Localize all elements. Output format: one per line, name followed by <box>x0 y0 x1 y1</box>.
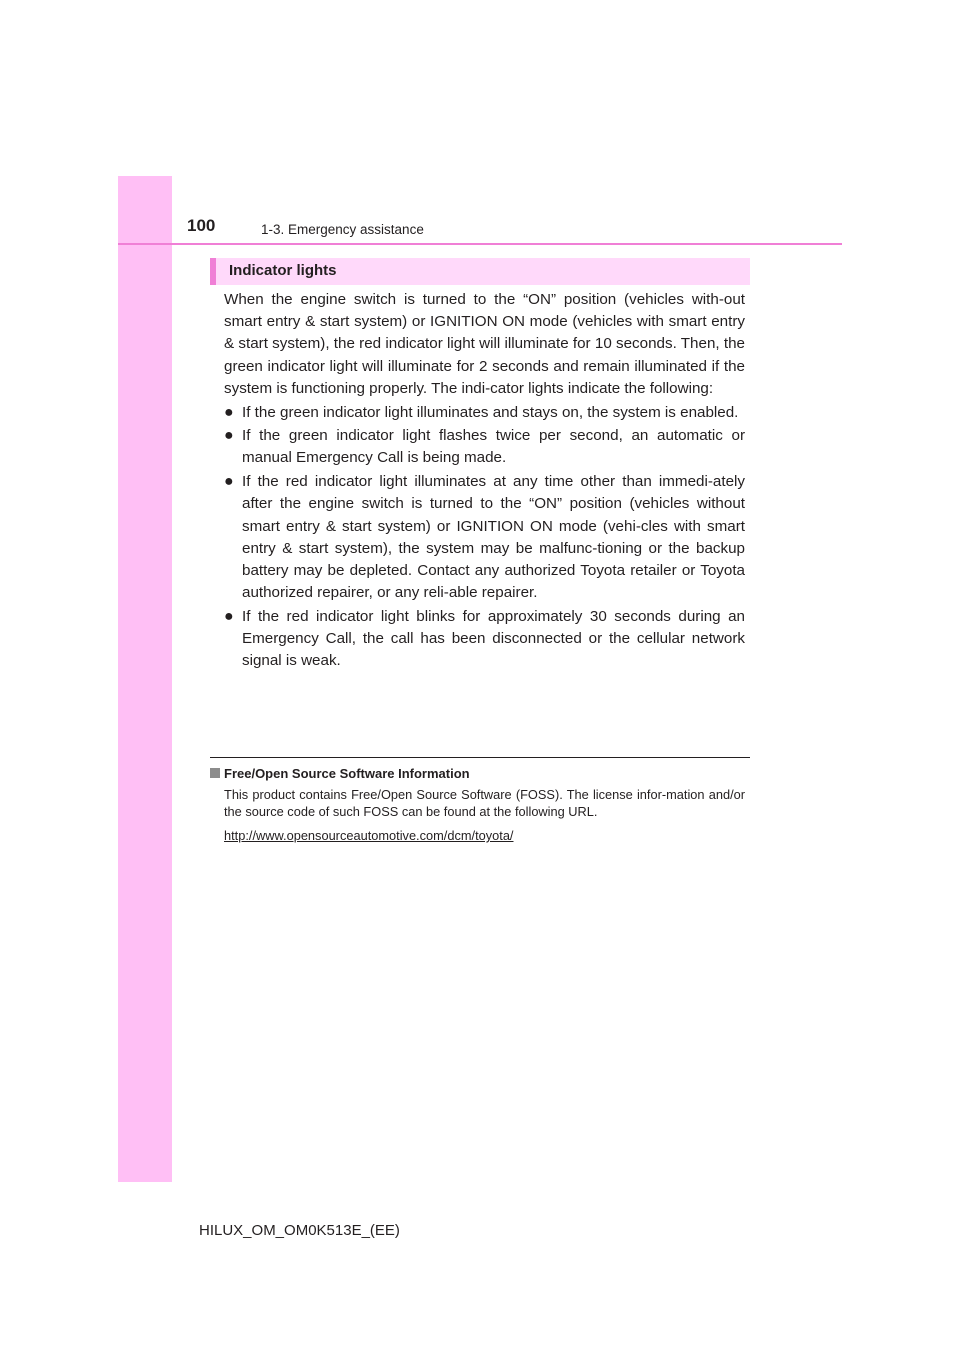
side-tab-band <box>118 176 172 1182</box>
footer-document-code: HILUX_OM_OM0K513E_(EE) <box>199 1222 400 1239</box>
list-item-text: If the green indicator light flashes twice per second, an automatic or manual Emergency Call is being made. <box>242 427 745 467</box>
list-item <box>224 402 745 424</box>
indicator-list <box>224 402 745 673</box>
section-heading-box <box>210 258 750 285</box>
square-bullet-icon <box>210 768 220 778</box>
list-item <box>224 425 745 469</box>
foss-note <box>210 765 745 845</box>
list-item <box>224 471 745 604</box>
header-divider <box>118 243 842 245</box>
foss-url-link[interactable]: http://www.opensourceautomotive.com/dcm/toyota/ <box>224 828 514 844</box>
list-item <box>224 606 745 673</box>
intro-paragraph: When the engine switch is turned to the “ON” position (vehicles with-out smart entry & start system) or IGNITION ON mode (vehicles with smart entry & start system), the red indicator light will illuminate for 10 seconds. Then, the green indicator light will illuminate for 2 seconds and remain illuminated if the system is functioning properly. The indi-cator lights indicate the following: <box>224 291 745 397</box>
note-title-row <box>210 765 745 782</box>
bullet-icon: ● <box>224 403 234 421</box>
section-heading: Indicator lights <box>229 262 337 279</box>
page-number: 100 <box>187 216 216 235</box>
main-content <box>224 289 745 672</box>
bullet-icon: ● <box>224 427 234 445</box>
note-title: Free/Open Source Software Information <box>224 766 470 781</box>
bullet-icon: ● <box>224 607 234 625</box>
note-divider <box>210 757 750 758</box>
list-item-text: If the red indicator light illuminates at any time other than immedi-ately after the engine switch is turned to the “ON” position (vehicles without smart entry & start system) or IGNITION ON mode (vehi-cles with smart entry & start system), the system may be malfunc-tioning or the backup battery may be depleted. Contact any authorized Toyota retailer or Toyota authorized repairer, or any reli-able repairer. <box>242 473 745 602</box>
list-item-text: If the red indicator light blinks for approximately 30 seconds during an Emergency Call, the call has been disconnected or the cellular network signal is weak. <box>242 607 745 670</box>
bullet-icon: ● <box>224 473 234 491</box>
section-title: 1-3. Emergency assistance <box>261 222 424 237</box>
list-item-text: If the green indicator light illuminates and stays on, the system is enabled. <box>242 403 739 421</box>
note-body: This product contains Free/Open Source Software (FOSS). The license infor-mation and/or the source code of such FOSS can be found at the following URL. <box>224 787 745 820</box>
